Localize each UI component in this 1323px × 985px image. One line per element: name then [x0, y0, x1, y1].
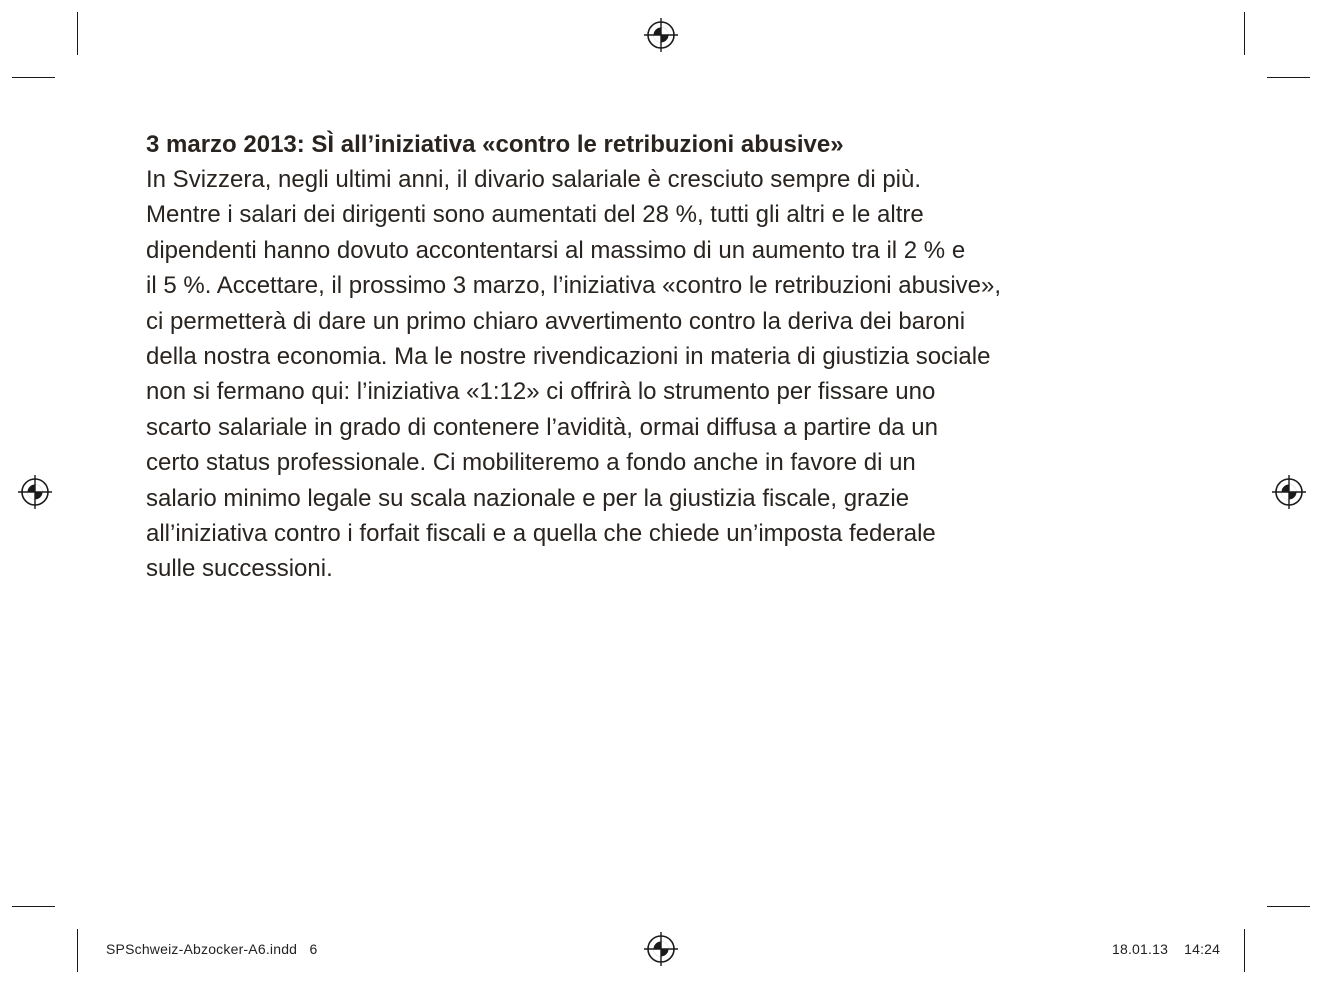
- crop-mark-top-right-vertical: [1244, 12, 1245, 55]
- crop-mark-bottom-left-vertical: [77, 929, 78, 972]
- body-line: scarto salariale in grado di contenere l’avidità, ormai diffusa a partire da un: [146, 413, 938, 441]
- body-line: In Svizzera, negli ultimi anni, il divario salariale è cresciuto sempre di più.: [146, 166, 922, 193]
- article-heading: 3 marzo 2013: SÌ all’iniziativa «contro le retribuzioni abusive»: [146, 131, 844, 158]
- body-line: Mentre i salari dei dirigenti sono aumentati del 28 %, tutti gli altri e le altre: [146, 201, 924, 229]
- body-line: della nostra economia. Ma le nostre rivendicazioni in materia di giustizia sociale: [146, 343, 991, 371]
- crop-mark-bottom-right-vertical: [1244, 929, 1245, 972]
- body-line: dipendenti hanno dovuto accontentarsi al massimo di un aumento tra il 2 % e: [146, 236, 966, 264]
- crop-mark-top-left-horizontal: [12, 77, 55, 78]
- body-line: all’iniziativa contro i forfait fiscali e a quella che chiede un’imposta federale: [146, 520, 936, 548]
- crop-mark-top-left-vertical: [77, 12, 78, 55]
- registration-mark-bottom-icon: [644, 932, 678, 966]
- crop-mark-bottom-right-horizontal: [1267, 906, 1310, 907]
- body-line: certo status professionale. Ci mobiliteremo a fondo anche in favore di un: [146, 449, 916, 477]
- article-block: [146, 127, 1226, 587]
- slug-date: 18.01.13: [1112, 941, 1169, 957]
- body-line: ci permetterà di dare un primo chiaro avvertimento contro la deriva dei baroni: [146, 307, 966, 335]
- registration-mark-right-icon: [1272, 475, 1306, 509]
- body-line: il 5 %. Accettare, il prossimo 3 marzo, l’iniziativa «contro le retribuzioni abusive»,: [146, 272, 1002, 300]
- body-line: salario minimo legale su scala nazionale e per la giustizia fiscale, grazie: [146, 484, 910, 512]
- slug-file-info: SPSchweiz-Abzocker-A6.indd 6: [106, 941, 318, 957]
- crop-mark-bottom-left-horizontal: [12, 906, 55, 907]
- crop-mark-top-right-horizontal: [1267, 77, 1310, 78]
- registration-mark-left-icon: [18, 475, 52, 509]
- slug-timestamp: [1112, 940, 1220, 958]
- body-line: non si fermano qui: l’iniziativa «1:12» ci offrirà lo strumento per fissare uno: [146, 378, 936, 406]
- body-line: sulle successioni.: [146, 555, 333, 583]
- slug-time: 14:24: [1184, 941, 1221, 957]
- registration-mark-top-icon: [644, 18, 678, 52]
